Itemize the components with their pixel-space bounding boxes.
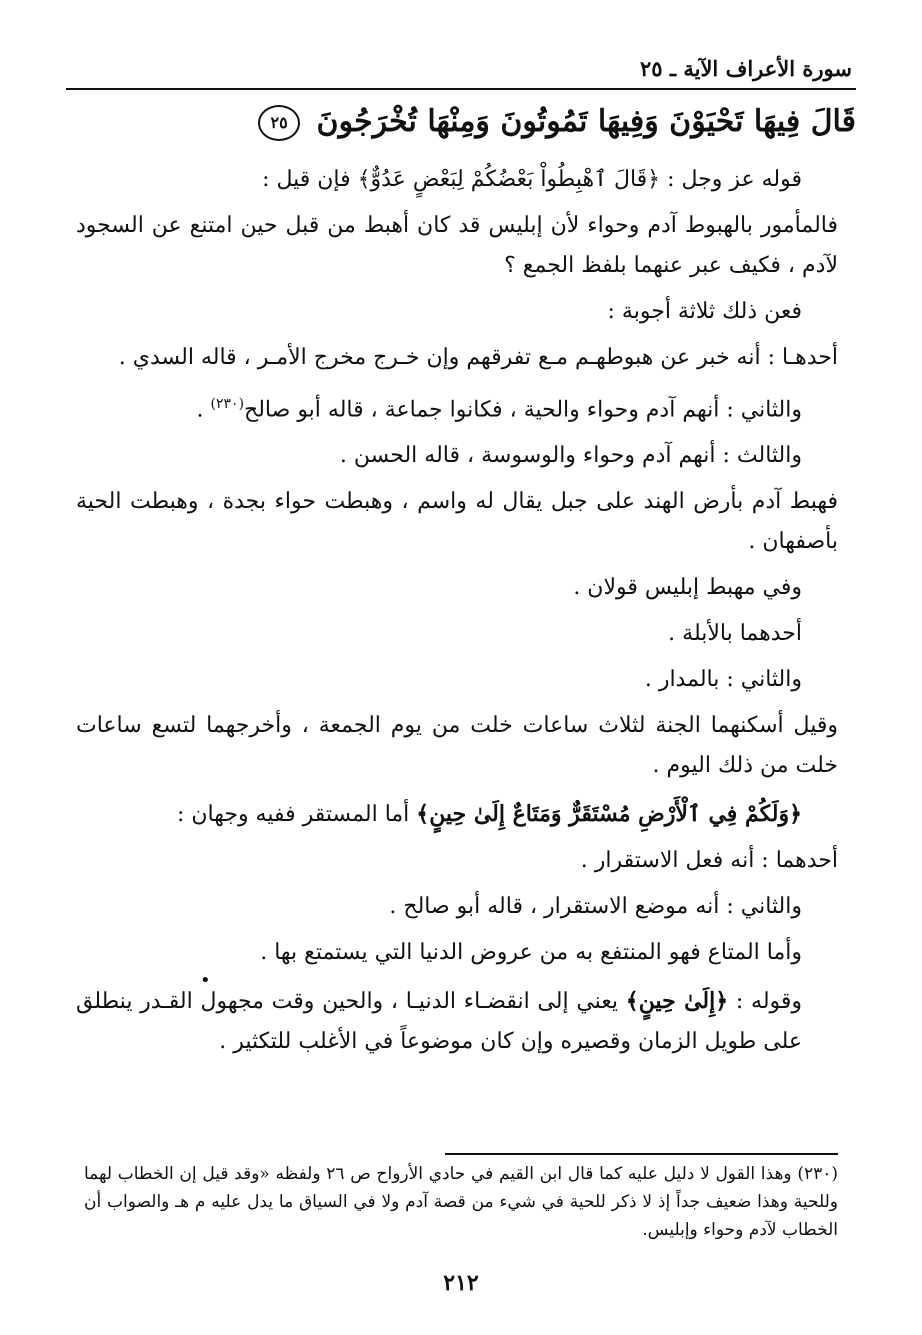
paragraph-8: وفي مهبط إبليس قولان . bbox=[573, 575, 802, 601]
paragraph-10: والثاني : بالمدار . bbox=[644, 667, 802, 693]
footnotes bbox=[84, 1160, 838, 1244]
paragraph-2: فالمأمور بالهبوط آدم وحواء لأن إبليس قد كان أهبط من قبل حين امتنع عن السجود لآدم ، فكيف عبر عنهما بلفظ الجمع ؟ bbox=[76, 213, 838, 278]
paragraph-5-text: والثاني : أنهم آدم وحواء والحية ، فكانوا جماعة ، قاله أبو صالح bbox=[244, 397, 802, 423]
page-number: ٢١٢ bbox=[443, 1270, 479, 1296]
paragraph-4: أحدهـا : أنه خبر عن هبوطهـم مـع تفرقهم وإن خـرج مخرج الأمـر ، قاله السدي . bbox=[118, 345, 838, 370]
paragraph-3: فعن ذلك ثلاثة أجوبة : bbox=[607, 299, 802, 324]
paragraph-16-text: يعني إلى انقضـاء الدنيـا ، والحين وقت مجهول القـدر ينطلق على طويل الزمان وقصيره وإن كان موضوعاً في الأغلب للتكثير . bbox=[76, 989, 802, 1055]
paragraph-16-start: وقوله : bbox=[735, 989, 803, 1015]
paragraph-16 bbox=[76, 981, 838, 1062]
paragraph-15: وأما المتاع فهو المنتفع به من عروض الدنيا التي يستمتع بها . bbox=[260, 940, 802, 966]
paragraph-12 bbox=[76, 794, 838, 835]
body-text bbox=[76, 160, 838, 1068]
paragraph-12-text: أما المستقر ففيه وجهان : bbox=[176, 802, 410, 828]
paragraph-14: والثاني : أنه موضع الاستقرار ، قاله أبو صالح . bbox=[389, 894, 802, 920]
verse-number-medallion: ٢٥ bbox=[258, 105, 300, 141]
footnote-reference: (٢٣٠) bbox=[210, 396, 245, 412]
quran-quote: ﴿وَلَكُمْ فِي ٱلْأَرْضِ مُسْتَقَرٌّ وَمَتَاعٌ إِلَىٰ حِينٍ﴾ bbox=[416, 801, 802, 828]
margin-mark: • bbox=[200, 970, 211, 991]
running-title: سورة الأعراف الآية ـ ٢٥ bbox=[640, 56, 852, 81]
paragraph-1: قوله عز وجل : ﴿قَالَ ٱهْبِطُواْ بَعْضُكُمْ لِبَعْضٍ عَدُوٌّ﴾ فإن قيل : bbox=[262, 167, 802, 192]
page-header bbox=[66, 52, 856, 90]
quran-quote-2: ﴿إِلَىٰ حِينٍ﴾ bbox=[625, 988, 729, 1015]
paragraph-13: أحدهما : أنه فعل الاستقرار . bbox=[580, 848, 838, 874]
paragraph-7: فهبط آدم بأرض الهند على جبل يقال له واسم ، وهبطت حواء بجدة ، وهبطت الحية بأصفهان . bbox=[76, 489, 838, 555]
verse-text: قَالَ فِيهَا تَحْيَوْنَ وَفِيهَا تَمُوتُونَ وَمِنْهَا تُخْرَجُونَ bbox=[316, 104, 856, 139]
paragraph-6: والثالث : أنهم آدم وحواء والوسوسة ، قاله الحسن . bbox=[339, 443, 802, 469]
paragraph-5-end: . bbox=[196, 397, 204, 423]
paragraph-9: أحدهما بالأبلة . bbox=[668, 621, 802, 647]
paragraph-5 bbox=[76, 384, 838, 430]
footnote-230: (٢٣٠) وهذا القول لا دليل عليه كما قال ابن القيم في حادي الأرواح ص ٢٦ ولفظه «وقد قيل إن الخطاب لهما وللحية وهذا ضعيف جداً إذ لا ذكر للحية في شيء من قصة آدم ولا في السياق ما يدل عليه م هـ والصواب أن الخطاب لآدم وحواء وإبليس. bbox=[84, 1164, 838, 1240]
footnote-divider bbox=[445, 1153, 838, 1155]
paragraph-11: وقيل أسكنهما الجنة لثلاث ساعات خلت من يوم الجمعة ، وأخرجهما لتسع ساعات خلت من ذلك اليوم . bbox=[76, 713, 838, 779]
verse-line bbox=[66, 96, 856, 148]
